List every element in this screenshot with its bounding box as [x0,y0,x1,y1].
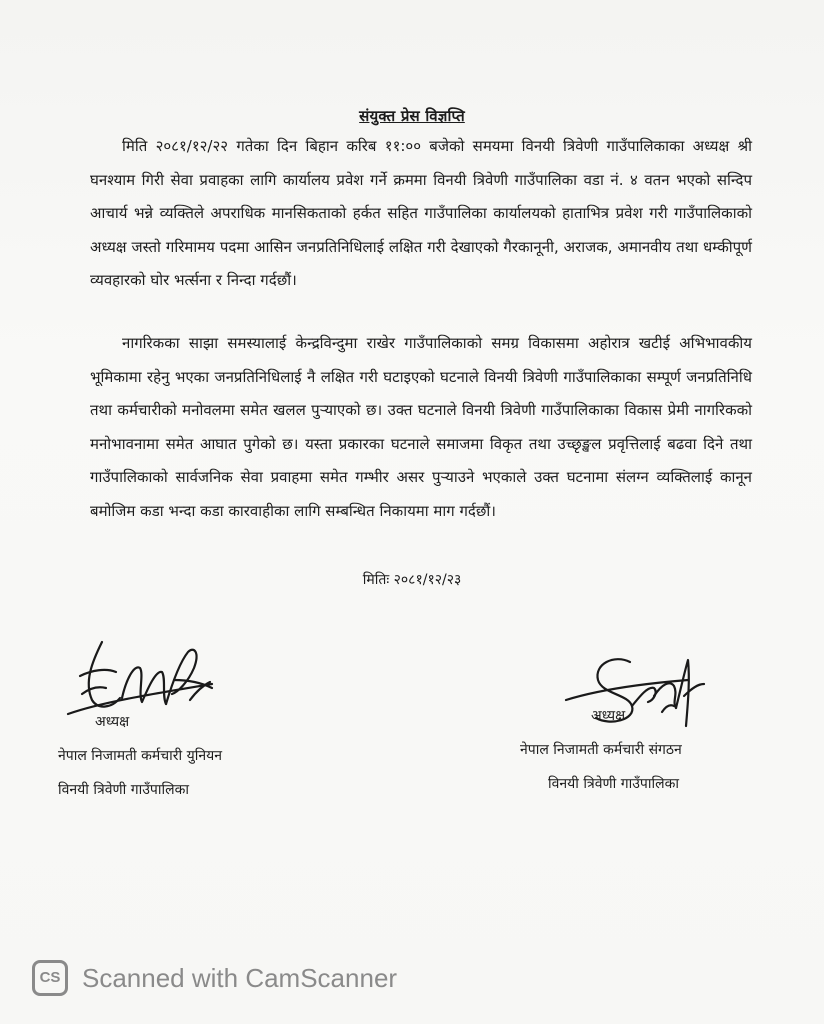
left-signatory-organization: नेपाल निजामती कर्मचारी युनियन [58,748,222,764]
scanner-watermark: Scanned with CamScanner [82,963,398,993]
paragraph-2: नागरिकका साझा समस्यालाई केन्द्रविन्दुमा राखेर गाउँपालिकाको समग्र विकासमा अहोरात्र खटीई अभिभावकीय भूमिकामा रहेनु भएका जनप्रतिनिधिलाई नै लक्षित गरी घटाइएको घटनाले विनयी त्रिवेणी गाउँपालिकाका सम्पूर्ण जनप्रतिनिधि तथा कर्मचारीको मनोवलमा समेत खलल पुऱ्याएको छ। उक्त घटनाले विनयी त्रिवेणी गाउँपालिकाका विकास प्रेमी नागरिकको मनोभावनामा समेत आघात पुगेको छ। यस्ता प्रकारका घटनाले समाजमा विकृत तथा उच्छृङ्खल प्रवृत्तिलाई बढवा दिने तथा गाउँपालिकाको सार्वजनिक सेवा प्रवाहमा समेत गम्भीर असर पुऱ्याउने भएकाले उक्त घटनामा संलग्न व्यक्तिलाई कानून बमोजिम कडा भन्दा कडा कारवाहीका लागि सम्बन्धित निकायमा माग गर्दछौं। [90,334,752,520]
date-line: मितिः २०८१/१२/२३ [362,572,462,588]
right-signatory-organization: नेपाल निजामती कर्मचारी संगठन [520,742,682,758]
right-signatory-office: विनयी त्रिवेणी गाउँपालिका [548,776,679,792]
right-signature-image [558,640,718,740]
right-signatory-role: अध्यक्ष [591,708,626,724]
left-signatory-role: अध्यक्ष [95,714,130,730]
document-title: संयुक्त प्रेस विज्ञप्ति [359,107,465,125]
camscanner-logo-icon: CS [32,960,68,996]
left-signature-image [62,622,232,732]
paragraph-1: मिति २०८१/१२/२२ गतेका दिन बिहान करिब ११:०० बजेको समयमा विनयी त्रिवेणी गाउँपालिकाका अध्यक्ष श्री घनश्याम गिरी सेवा प्रवाहका लागि कार्यालय प्रवेश गर्ने क्रममा विनयी त्रिवेणी गाउँपालिका वडा नं. ४ वतन भएको सन्दिप आचार्य भन्ने व्यक्तिले अपराधिक मानसिकताको हर्कत सहित गाउँपालिका कार्यालयको हाताभित्र प्रवेश गरी गाउँपालिकाको अध्यक्ष जस्तो गरिमामय पदमा आसिन जनप्रतिनिधिलाई लक्षित गरी देखाएको गैरकानूनी, अराजक, अमानवीय तथा धम्कीपूर्ण व्यवहारको घोर भर्त्सना र निन्दा गर्दछौं। [90,137,752,289]
left-signatory-office: विनयी त्रिवेणी गाउँपालिका [58,782,189,798]
